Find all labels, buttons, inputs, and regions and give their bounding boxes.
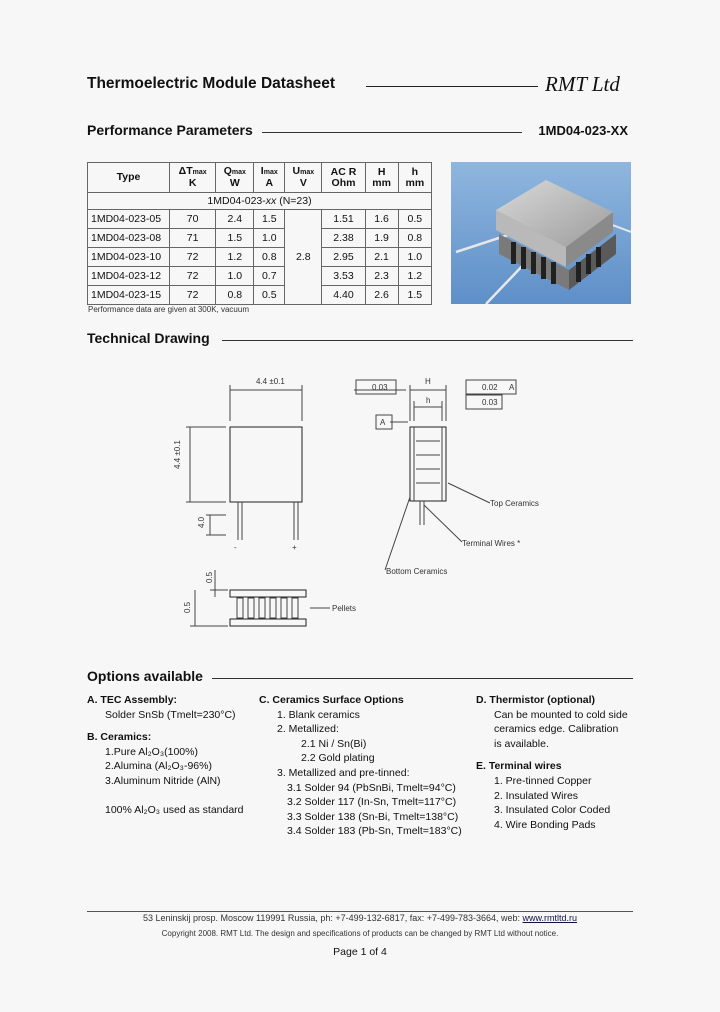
cell-dt: 72	[170, 286, 216, 305]
cell-H: 2.6	[365, 286, 398, 305]
surface-option: 3. Metallized and pre-tinned:	[277, 766, 410, 779]
footer-address	[0, 913, 720, 923]
label-bottom-ceramics: Bottom Ceramics	[386, 567, 448, 576]
tec-assembly-solder: Solder SnSb (Tmelt=230°C)	[105, 708, 236, 721]
col-qmax: Qmax W	[216, 163, 254, 193]
cell-h: 1.2	[398, 267, 431, 286]
cell-i: 1.5	[254, 210, 285, 229]
cell-i: 0.5	[254, 286, 285, 305]
col-H: H mm	[365, 163, 398, 193]
col-acr: AC R Ohm	[322, 163, 365, 193]
cell-type: 1MD04-023-12	[88, 267, 170, 286]
cell-type: 1MD04-023-05	[88, 210, 170, 229]
cell-umax-shared: 2.8	[285, 210, 322, 305]
title-rule	[366, 86, 538, 87]
ceramics-option: 1.Pure Al₂O₃(100%)	[105, 745, 198, 758]
dim-h: h	[426, 396, 431, 405]
ceramics-standard: 100% Al₂O₃ used as standard	[105, 804, 244, 817]
dim-lead: 4.0	[197, 516, 206, 528]
cell-H: 1.9	[365, 229, 398, 248]
ceramics-option: 3.Aluminum Nitride (AlN)	[105, 774, 221, 787]
cell-H: 2.3	[365, 267, 398, 286]
col-umax: Umax V	[285, 163, 322, 193]
options-col-c	[259, 693, 462, 839]
footer-rule	[87, 911, 633, 912]
cell-type: 1MD04-023-15	[88, 286, 170, 305]
wire-option: 4. Wire Bonding Pads	[494, 818, 596, 831]
surface-options-heading: C. Ceramics Surface Options	[259, 694, 404, 706]
dim-width: 4.4 ±0.1	[256, 377, 285, 386]
table-row	[88, 210, 432, 229]
cell-i: 0.7	[254, 267, 285, 286]
footer-copyright: Copyright 2008. RMT Ltd. The design and specifications of products can be changed by RMT Ltd without notice.	[161, 929, 559, 938]
datum-box: A	[380, 418, 386, 427]
brand-name: RMT Ltd	[545, 72, 620, 96]
col-h: h mm	[398, 163, 431, 193]
solder-option: 3.3 Solder 138 (Sn-Bi, Tmelt=138°C)	[287, 810, 459, 823]
thermistor-text: Can be mounted to cold side	[494, 708, 628, 721]
cell-h: 0.8	[398, 229, 431, 248]
label-top-ceramics: Top Ceramics	[490, 499, 539, 508]
table-row	[88, 248, 432, 267]
dim-H: H	[425, 377, 431, 386]
thermistor-text: ceramics edge. Calibration	[494, 723, 619, 736]
performance-footnote: Performance data are given at 300K, vacuum	[88, 305, 249, 314]
cell-i: 1.0	[254, 229, 285, 248]
cell-dt: 72	[170, 248, 216, 267]
wire-option: 3. Insulated Color Coded	[494, 804, 611, 817]
col-imax: Imax A	[254, 163, 285, 193]
address-text: 53 Leninskij prosp. Moscow 119991 Russia, ph: +7-499-132-6817, fax: +7-499-783-3664, web:	[142, 913, 523, 923]
cell-type: 1MD04-023-08	[88, 229, 170, 248]
cell-dt: 70	[170, 210, 216, 229]
cell-q: 2.4	[216, 210, 254, 229]
technical-drawing	[160, 365, 580, 635]
cell-type: 1MD04-023-10	[88, 248, 170, 267]
ceramics-option: 2.Alumina (Al₂O₃-96%)	[105, 760, 212, 773]
cell-acr: 3.53	[322, 267, 365, 286]
group-label: 1MD04-023-xx (N=23)	[88, 193, 432, 210]
cell-dt: 72	[170, 267, 216, 286]
cell-acr: 2.38	[322, 229, 365, 248]
technical-rule	[222, 340, 633, 341]
label-pellets: Pellets	[332, 604, 357, 613]
group-label-row	[88, 193, 432, 210]
table-row	[88, 229, 432, 248]
document-title: Thermoelectric Module Datasheet	[87, 75, 336, 92]
options-rule	[212, 678, 633, 679]
technical-title: Technical Drawing	[87, 330, 210, 346]
solder-option: 3.1 Solder 94 (PbSnBi, Tmelt=94°C)	[287, 781, 456, 794]
flatness-tolerance-2: 0.03	[482, 398, 498, 407]
surface-option: 1. Blank ceramics	[277, 708, 360, 721]
cell-q: 0.8	[216, 286, 254, 305]
cell-H: 1.6	[365, 210, 398, 229]
options-col-a	[87, 693, 244, 818]
flatness-tolerance: 0.03	[372, 383, 388, 392]
cell-H: 2.1	[365, 248, 398, 267]
datum-ref: A	[509, 383, 515, 392]
cell-h: 1.5	[398, 286, 431, 305]
dim-0-5-a: 0.5	[205, 571, 214, 583]
dim-height: 4.4 ±0.1	[173, 440, 182, 469]
table-row	[88, 267, 432, 286]
parallel-tolerance: 0.02	[482, 383, 498, 392]
cell-dt: 71	[170, 229, 216, 248]
cell-q: 1.0	[216, 267, 254, 286]
surface-option: 2. Metallized:	[277, 723, 339, 736]
tec-assembly-heading: A. TEC Assembly:	[87, 694, 178, 706]
performance-rule	[262, 132, 522, 133]
performance-table	[87, 162, 432, 305]
table-row	[88, 286, 432, 305]
wire-option: 2. Insulated Wires	[494, 789, 579, 802]
cell-acr: 4.40	[322, 286, 365, 305]
website-link[interactable]: www.rmtltd.ru	[522, 913, 578, 923]
terminal-wires-heading: E. Terminal wires	[476, 760, 562, 773]
dim-0-5-b: 0.5	[183, 601, 192, 613]
cell-i: 0.8	[254, 248, 285, 267]
cell-q: 1.2	[216, 248, 254, 267]
solder-option: 3.4 Solder 183 (Pb-Sn, Tmelt=183°C)	[287, 825, 462, 838]
cell-acr: 1.51	[322, 210, 365, 229]
thermistor-heading: D. Thermistor (optional)	[476, 694, 595, 706]
spacer	[87, 789, 244, 804]
cell-q: 1.5	[216, 229, 254, 248]
ceramics-heading: B. Ceramics:	[87, 731, 152, 744]
table-header-row	[88, 163, 432, 193]
wire-option: 1. Pre-tinned Copper	[494, 774, 592, 787]
options-col-d	[476, 693, 628, 832]
module-photo	[451, 162, 631, 304]
minus-terminal: -	[234, 543, 237, 552]
solder-option: 3.2 Solder 117 (In-Sn, Tmelt=117°C)	[287, 796, 457, 809]
cell-acr: 2.95	[322, 248, 365, 267]
performance-title: Performance Parameters	[87, 122, 253, 138]
col-dtmax: ΔTmax K	[170, 163, 216, 193]
options-title: Options available	[87, 668, 203, 684]
surface-sub-option: 2.1 Ni / Sn(Bi)	[301, 737, 367, 750]
page-number: Page 1 of 4	[333, 946, 387, 958]
cell-h: 1.0	[398, 248, 431, 267]
model-code: 1MD04-023-XX	[538, 123, 628, 138]
cell-h: 0.5	[398, 210, 431, 229]
col-type: Type	[88, 163, 170, 193]
plus-terminal: +	[292, 543, 297, 552]
thermistor-text: is available.	[494, 737, 549, 750]
surface-sub-option: 2.2 Gold plating	[301, 752, 375, 765]
label-terminal-wires: Terminal Wires *	[462, 539, 521, 548]
